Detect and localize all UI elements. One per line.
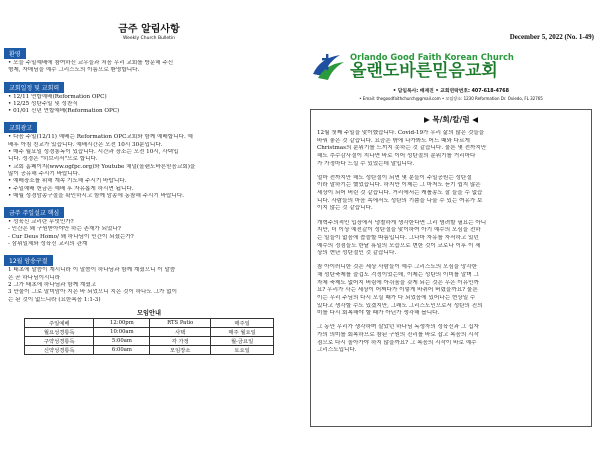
table-cell: 매주 월요일 [211,327,274,336]
table-cell: 주일예배 [25,318,94,327]
bulletin-right-column [306,0,596,465]
sermon-line: - 인간은 왜 구원받아야만 하는 존재가 되었나? [8,226,121,233]
column-line: 채 성탄축제를 즐겁도 걱정이었는데, 이제는 성탄의 이미를 알며 그 [317,272,479,278]
sermon-line: - Cur Deus Homo/ 왜 하나님이 인간이 되셨는가? [8,233,134,240]
pastor-info: • 담임목사: 배재진 • 교회연락번호: 407-618-4768 [393,89,509,94]
table-cell: 5:00am [94,336,150,345]
column-paragraph [317,175,585,213]
table-cell: 각 가정 [150,336,211,345]
table-cell: RTS Patio [150,318,211,327]
column-line: 얼마 전까지만 해도 성탄절이 되면 몇 분들이 주일공원는 성탄절 [317,174,472,181]
column-paragraph [317,130,585,168]
news-line: • 교회 홈페이지(www.ogfpc.org)와 Youtube 채널(올랜도바른믿음교회)을 [8,163,196,170]
column-line: 그 동안 우리가 생각하며 살았던 하나님 독생자의 성육신과 그 십자 [317,324,479,331]
column-line: 세상이 되어 버린 것 같습니다. 거리에서는 캐롤송도 잘 들을 수 없습 [317,190,483,197]
church-names [350,52,514,81]
table-cell: 토요일 [211,345,274,354]
sermon-line: - 삼위일체와 성육신 교리의 관계 [8,241,88,248]
sermon-body [4,219,294,248]
column-line: 바꿔 놓은 것 같습니다. 요즘은 밖에 나가봐도 어느 때와 다르게 [317,137,470,144]
news-body [4,134,294,200]
column-line: 12월 첫째 주일을 맞이했습니다. Covid-19가 우리 삶의 많은 것들을 [317,130,485,136]
schedule-line: • 12/11 연합예배(Reformation OPC) [8,93,107,100]
table-cell: 6:00am [94,345,150,354]
memory-verse-line: 3 만물이 그로 말미암아 지은 바 되었으니 지은 것이 하나도 그가 없이 [8,289,178,296]
schedule-body [4,94,294,116]
table-cell: 월요성경통독 [25,327,94,336]
column-line: 해도 추수감사절이 지나면 바로 이어 성탄절의 분위기를 거리마다 [317,152,476,159]
sermon-line: • 성육신 교리란 무엇인가? [8,219,74,226]
meetings-table [24,318,274,355]
table-cell: 사택 [150,327,211,336]
sermon-section [4,200,294,248]
schedule-section [4,75,294,116]
column-line: 가의 의미를 회복하므로 참된 구원의 진리를 바로 잡고 복음의 시작 [317,332,479,339]
news-line: 배후 아침 친교가 있습니다. 예배시간은 오전 10시 30분입니다. [8,141,163,148]
issue-date: December 5, 2022 (No. 1-49) [509,33,594,41]
column-line: 가 가정마다 느낄 수 있었는데 말입니다. [317,160,415,167]
pastor-column-heading: ▶ 목/회/칼/럼 ◀ [424,115,478,124]
column-line: 이지 않는 것 같습니다. [317,205,373,212]
column-line: 지만, 더 이상 예전같이 성탄절을 맞이하여 아기 예수의 오심을 전하 [317,227,481,234]
schedule-line: • 12/25 성탄주일 및 성찬식 [8,100,78,107]
column-line: Christmas의 분위기를 느끼지 못하는 것 같습니다. 물론 몇 전까지만 [317,145,487,152]
table-cell: 모임장소 [150,345,211,354]
welcome-body [4,60,294,75]
table-cell: 매주일 [211,318,274,327]
meetings-title: 모임안내 [137,309,161,317]
news-line: • 예배장소를 위해 계속 기도해 주시기 바랍니다. [8,178,127,185]
news-line: 많이 공유해 주시기 바랍니다. [8,170,80,177]
church-logo-icon [310,52,346,82]
bulletin-left-column [4,0,294,465]
church-name-korean: 올랜도바른믿음교회 [350,61,498,81]
church-header [306,52,596,82]
sermon-heading: 금주 주일설교 핵심 [4,207,64,218]
column-line: 개혁주의적인 입장에서 냉철하게 생각한다면 그리 염려할 필요는 아니 [317,219,487,226]
column-line: 요? 우리가 사는 세상이 어쩌다가 이렇게 바뀌어 버렸을까요? 물론 [317,287,478,294]
bulletin-title: 금주 알림사항 [118,24,180,35]
column-line: 는 일들이 없음에 씁쓸할 따름입니다. 그나마 자유를 자서하고 있던 [317,234,479,241]
column-paragraph [317,220,585,258]
schedule-line: • 01/01 신년 연합예배(Reformation OPC) [8,108,120,115]
news-heading: 교회광고 [4,122,37,133]
column-paragraph [317,264,585,318]
table-cell: 구약성경통독 [25,336,94,345]
table-row [25,345,274,354]
table-row [25,318,274,327]
memory-verse-line: 은 곧 하나님이시니라 [8,274,61,281]
table-cell: 10:00am [94,327,150,336]
column-line: 있다고 생각할 수도 있겠지만, 그래도 그리스도인으로서 성탄의 진의 [317,302,483,309]
column-line: 미를 다시 회복해야 할 때가 아닌가 생각해 봅니다. [317,310,440,317]
news-line: • 매월 성경암송구절을 확인하시고 함께 암송에 동참해 주시기 바랍니다. [8,192,185,199]
column-line: 그리스도입니다. [317,347,357,354]
news-section [4,115,294,200]
column-line: 이라 말하기는 했었습니다. 하지만 이제는 그 마저도 듣기 쉽지 않은 [317,182,481,189]
column-line: 이는 우리 주님의 다시 오실 때가 다 되었음에 있어나는 현상일 수 [317,294,476,301]
table-row [25,336,274,345]
column-line: 예수의 정점들도 한낱 휴일의 모습으로 변한 것이 코로나 이후 이 세 [317,242,481,249]
table-cell: 월-금요일 [211,336,274,345]
column-line: 참 아이러니한 것은 세상 사람들이 예수 그리스도의 오심을 망각한 [317,264,478,271]
welcome-heading: 환영 [4,48,26,59]
news-line: • 매주 월요일 성경통독이 있습니다. 시간과 장소는 오전 10시, 사택입 [8,149,179,156]
table-cell: 신약성경통독 [25,345,94,354]
welcome-line: 형제, 자매님을 예수 그리스도의 이름으로 환영합니다. [8,67,140,74]
memory-verse-line: 1 태초에 말씀이 계시니라 이 말씀이 하나님과 함께 계셨으니 이 말씀 [8,267,176,274]
news-line: • 다음 주일(12/11) 예배는 Reformation OPC교회와 함께 예배합니다. 예 [8,134,193,141]
church-name-english: Orlando Good Faith Korean Church [350,52,514,62]
news-line: 니다. 성경은 "히브리서"으로 합니다. [8,156,98,163]
memory-verse-body [4,267,294,303]
column-paragraph [317,324,585,355]
column-line: 점으로 다시 돌아가야 하지 않을까요? 그 복음의 시작이 바로 예수 [317,339,477,346]
meetings-section [4,308,294,355]
news-line: • 주일예배 헌금은 예배 후 자유롭게 하시면 됩니다. [8,185,134,192]
memory-verse-heading: 12월 암송구절 [4,255,53,266]
memory-verse-line: 2 그가 태초에 하나님과 함께 계셨고 [8,281,97,288]
schedule-heading: 교회일정 및 교회력 [4,82,64,93]
table-cell: 12:00pm [94,318,150,327]
column-line: 자체 축제도 없어지 버림에 아쉬움을 갖게 되는 것은 우은 이유인까 [317,279,479,286]
memory-verse-section [4,248,294,303]
column-line: 니다. 사람들의 마음 속에서도 성탄의 기쁨을 나눌 수 있는 여유가 보 [317,197,483,204]
column-line: 상의 현난 성탄절인 것 같습니다. [317,250,397,257]
welcome-line: • 오늘 주일예배에 참여하신 교우들과 처음 우리 교회를 방문해 주신 [8,60,174,66]
contact-info: • Email: thegoodfaithchurch@gmail.com • 모임장소: 1230 Reformation Dr. Oviedo, FL 32765 [359,96,543,101]
memory-verse-line: 는 된 것이 없느니라 (요한복음 1:1-3) [8,296,101,303]
welcome-section [4,41,294,75]
pastor-column [310,109,592,427]
bulletin-subtitle: Weekly Church Bulletin [122,36,176,41]
table-row [25,327,274,336]
